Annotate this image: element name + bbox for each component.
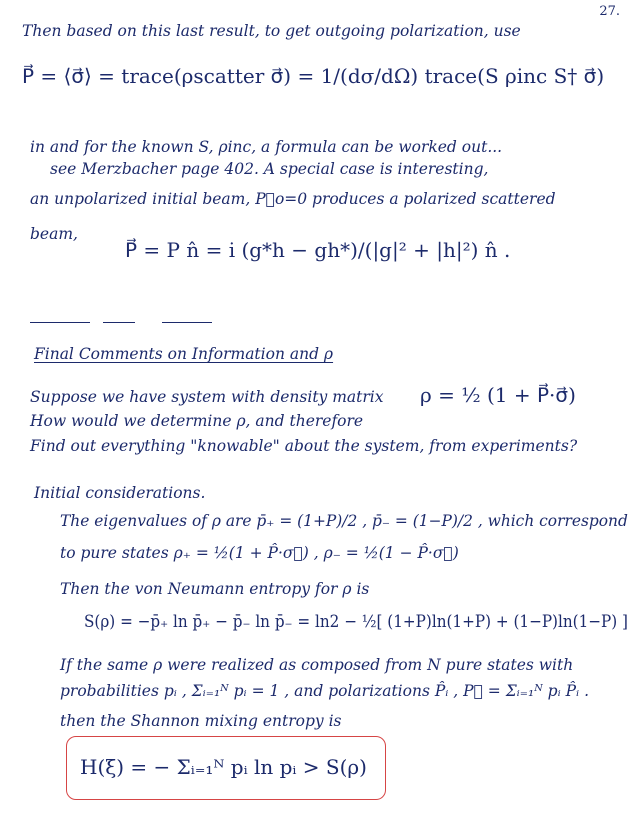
equation-density-matrix: ρ = ½ (1 + P⃗·σ⃗) [420, 383, 576, 407]
text-line: Suppose we have system with density matrix [30, 388, 384, 406]
divider-dash [30, 322, 90, 323]
page-number: 27. [599, 4, 620, 19]
equation-polarization-trace: P⃗ = ⟨σ⃗⟩ = trace(ρscatter σ⃗) = 1/(dσ/dΩ) trace(S ρinc S† σ⃗) [22, 64, 605, 88]
text-line: How would we determine ρ, and therefore [30, 412, 364, 430]
text-line-eigenvalues: The eigenvalues of ρ are p̄₊ = (1+P)/2 , p̄₋ = (1−P)/2 , which correspond [60, 512, 628, 530]
text-line: then the Shannon mixing entropy is [60, 712, 342, 730]
text-line: Then based on this last result, to get outgoing polarization, use [22, 22, 521, 40]
text-line: in and for the known S, ρinc, a formula can be worked out... [30, 138, 503, 156]
equation-von-neumann-entropy: S(ρ) = −p̄₊ ln p̄₊ − p̄₋ ln p̄₋ = ln2 − ½[ (1+P)ln(1+P) + (1−P)ln(1−P) ] [84, 612, 628, 632]
divider-dash [162, 322, 212, 323]
text-line: beam, [30, 225, 78, 243]
divider-dash [103, 322, 135, 323]
section-heading: Final Comments on Information and ρ [34, 345, 334, 363]
text-line: Find out everything "knowable" about the system, from experiments? [30, 437, 578, 455]
text-line: see Merzbacher page 402. A special case is interesting, [50, 160, 489, 178]
text-line: Initial considerations. [34, 484, 206, 502]
equation-polarized-beam: P⃗ = P n̂ = i (g*h − gh*)/(|g|² + |h|²) n̂ . [125, 238, 511, 262]
text-line-pure-states: to pure states ρ₊ = ½(1 + P̂·σ⃗) , ρ₋ = ½(1 − P̂·σ⃗) [60, 544, 459, 562]
text-line-probabilities: probabilities pᵢ , Σᵢ₌₁ᴺ pᵢ = 1 , and polarizations P̂ᵢ , P⃗ = Σᵢ₌₁ᴺ pᵢ P̂ᵢ . [60, 682, 590, 700]
text-line: Then the von Neumann entropy for ρ is [60, 580, 370, 598]
text-line: If the same ρ were realized as composed from N pure states with [60, 656, 574, 674]
text-line: an unpolarized initial beam, P⃗o=0 produces a polarized scattered [30, 190, 556, 208]
equation-shannon-entropy: H(ξ) = − Σᵢ₌₁ᴺ pᵢ ln pᵢ > S(ρ) [80, 755, 367, 779]
